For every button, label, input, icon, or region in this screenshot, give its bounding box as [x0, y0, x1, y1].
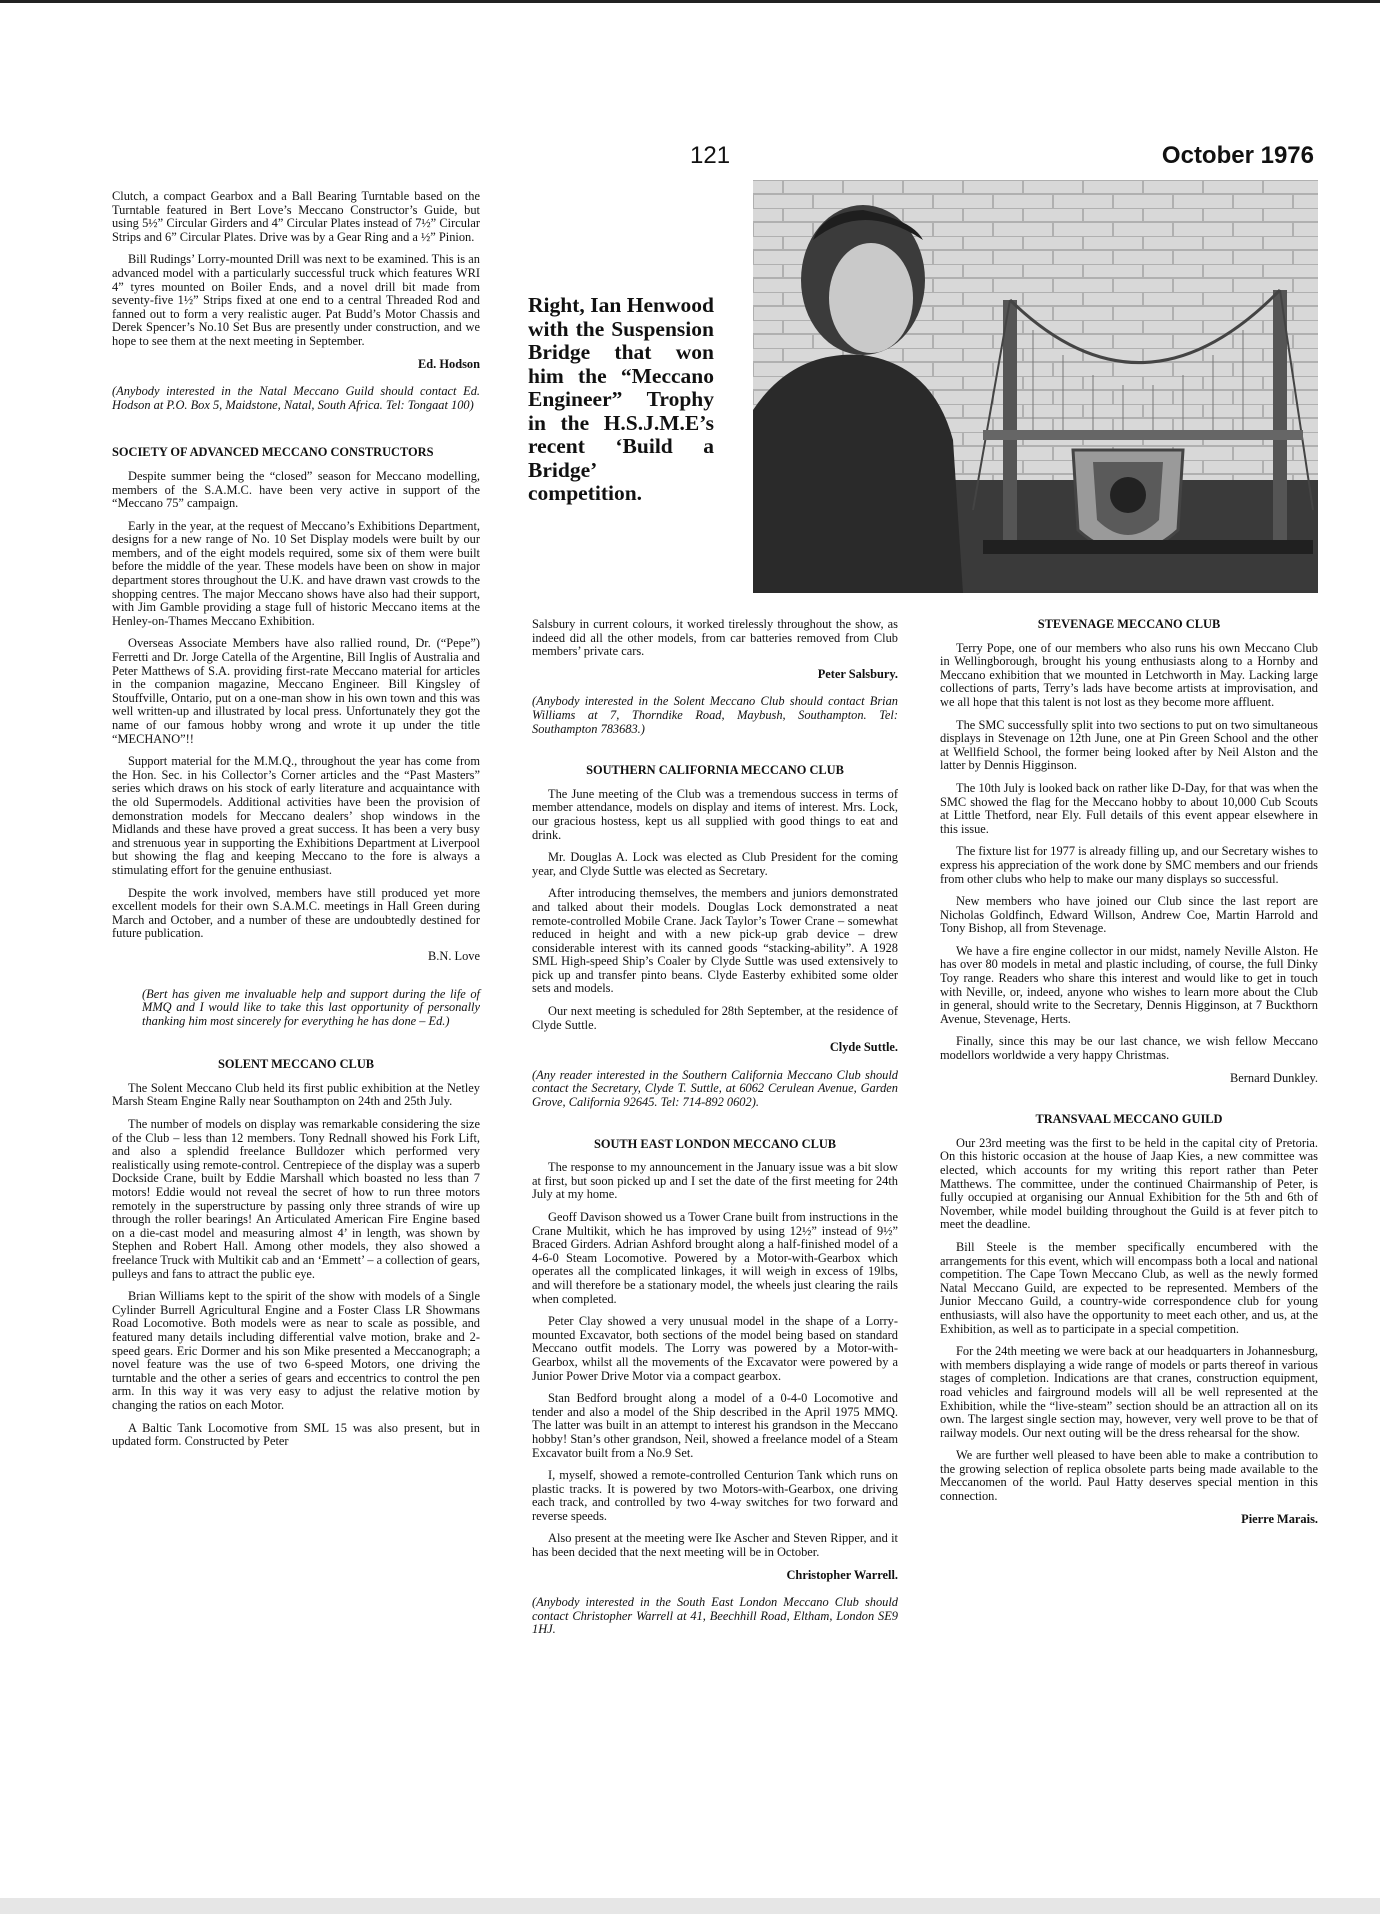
signature: Ed. Hodson	[418, 356, 480, 371]
section-heading: SOLENT MECCANO CLUB	[217, 1057, 375, 1072]
signature: Bernard Dunkley.	[1230, 1070, 1318, 1085]
top-rule	[0, 0, 1380, 3]
paragraph: A Baltic Tank Locomotive from SML 15 was also present, but in updated form. Constructed by Peter	[112, 1420, 480, 1449]
paragraph: The number of models on display was remarkable considering the size of the Club – less than 12 members. Tony Rednall showed his Fork Lift, and also a splendid freelance Bulldozer which performed very realistically using remote-control. Centrepiece of the display was a superb Dockside Crane, built by Eddie Marshall which boasted no less than 7 motors! Eddie would not reveal the secret of how to run three motors remotely in the superstructure by passing only three strands of wire up through the roller bearings! An Articulated American Fire Engine based on a die-cast model and measuring almost 4’ in length, was shown by Stephen and Robert Hall. Among other models, they also showed a freelance Truck with Multikit cab and an ‘Emmett’ – a collection of gears, pulleys and fans to attract the public eye.	[112, 1117, 480, 1281]
signature: Peter Salsbury.	[817, 666, 898, 681]
issue-date: October 1976	[1161, 142, 1314, 169]
paragraph: Support material for the M.M.Q., throughout the year has come from the Hon. Sec. in his Collector’s Corner articles and the “Past Masters” series which draws on his stock of early literature and acquaintance with the old Supermodels. Additional activities have been the provision of demonstration models for Meccano dealers’ shop windows in the Midlands and these have proved a great success. It has been a very busy and strenuous year in supporting the Exhibitions Department at Liverpool but showing the flag and keeping Meccano to the fore is always a stimulating effort for the genuine enthusiast.	[112, 754, 480, 877]
paragraph: Despite the work involved, members have still produced yet more excellent models for their own S.A.M.C. meetings in Hall Green during March and October, and a number of these are undoubtedly destined for future publication.	[112, 885, 480, 941]
paragraph: Mr. Douglas A. Lock was elected as Club President for the coming year, and Clyde Suttle was elected as Secretary.	[532, 850, 898, 878]
paragraph: Overseas Associate Members have also rallied round, Dr. (“Pepe”) Ferretti and Dr. Jorge Catella of the Argentine, Bill Inglis of Australia and Peter Matthews of S.A. providing first-rate Meccano material for articles in the companion magazine, Meccano Engineer. Bill Kingsley of Stouffville, Ontario, put on a one-man show in his own town and this was well written-up and illustrated by local press. Unfortunately they got the name of our famous hobby wrong and wrote it up under the title “MECHANO”!!	[112, 636, 480, 746]
paragraph: Clutch, a compact Gearbox and a Ball Bearing Turntable based on the Turntable featured in Bert Love’s Meccano Constructor’s Guide, but using 5½” Circular Girders and 4” Circular Plates instead of 7½” Circular Strips and 6” Circular Plates. Drive was by a Gear Ring and a ½” Pinion.	[112, 189, 480, 244]
signature: Pierre Marais.	[1241, 1511, 1318, 1526]
paragraph: Bill Steele is the member specifically encumbered with the arrangements for this event, which will encompass both a local and national competition. The Cape Town Meccano Club, as well as the newly formed Natal Meccano Guild, are expected to be represented. Members of the Junior Meccano Guild, a country-wide correspondence club for young enthusiasts, will also have the opportunity to meet each other, and us, at the Exhibition, as well as to participate in a special competition.	[940, 1239, 1318, 1336]
paragraph: Brian Williams kept to the spirit of the show with models of a Single Cylinder Burrell Agricultural Engine and a Foster Class LR Showmans Road Locomotive. Both models were as near to scale as possible, and featured many details including differential valve motion, brake and 2-speed gears. Eric Dormer and his son Mike presented a Meccanograph; a novel feature was the use of two 6-speed Motors, one driving the turntable and the other a series of gears and eccentrics to control the pen arm. In this way it was very easy to adjust the relative motion by changing the ratios on each Motor.	[112, 1289, 480, 1412]
signature: Christopher Warrell.	[786, 1567, 898, 1582]
paragraph: Finally, since this may be our last chance, we wish fellow Meccano modellors worldwide a very happy Christmas.	[940, 1034, 1318, 1063]
paragraph: Terry Pope, one of our members who also runs his own Meccano Club in Wellingborough, brought his young enthusiasts along to a Hornby and Meccano exhibition that we mounted in Letchworth in May. Lacking large collections of parts, Terry’s lads have become artists at improvisation, and we all hope that this talent is not lost as they become more affluent.	[940, 640, 1318, 709]
paragraph: Despite summer being the “closed” season for Meccano modelling, members of the S.A.M.C. have been very active in support of the “Meccano 75” campaign.	[112, 468, 480, 511]
editor-note: (Bert has given me invaluable help and support during the life of MMQ and I would like to take this last opportunity of personally thanking him most sincerely for everything he has done – Ed.)	[142, 986, 480, 1028]
paragraph: The June meeting of the Club was a tremendous success in terms of member attendance, models on display and items of interest. Mrs. Lock, our gracious hostess, kept us all supplied with good things to eat and drink.	[532, 786, 898, 842]
paragraph: Geoff Davison showed us a Tower Crane built from instructions in the Crane Multikit, which he has improved by using 12½” instead of 9½” Braced Girders. Adrian Ashford brought along a half-finished model of a 4-6-0 Steam Locomotive. Powered by a Motor-with-Gearbox which operates all the complicated linkages, it will weigh in excess of 19lbs, and will therefore be a stationary model, the wheels just clearing the rails when completed.	[532, 1210, 898, 1306]
photo-illustration	[753, 180, 1318, 593]
paragraph: Our next meeting is scheduled for 28th September, at the residence of Clyde Suttle.	[532, 1004, 898, 1032]
page-number: 121	[690, 142, 731, 169]
column-right	[940, 618, 1318, 1540]
column-left	[112, 190, 480, 1458]
section-heading: SOCIETY OF ADVANCED MECCANO CONSTRUCTORS	[112, 445, 434, 460]
photo-caption: Right, Ian Henwood with the Suspension Bridge that won him the “Meccano Engineer” Trophy in the H.S.J.M.E’s recent ‘Build a Bridge’ competition.	[528, 293, 714, 505]
paragraph: We are further well pleased to have been able to make a contribution to the growing selection of replica obsolete parts being made available to the Meccanomen of the world. Paul Hatty deserves special mention in this connection.	[940, 1448, 1318, 1504]
contact-note: (Anybody interested in the Solent Meccano Club should contact Brian Williams at 7, Thorndike Road, Maybush, Southampton. Tel: Southampton 783683.)	[532, 694, 898, 736]
contact-note: (Anybody interested in the South East London Meccano Club should contact Christopher Warrell at 41, Beechhill Road, Eltham, London SE9 1HJ.	[532, 1595, 898, 1637]
paragraph: Bill Rudings’ Lorry-mounted Drill was next to be examined. This is an advanced model with a particularly successful truck which features WRI 4” tyres mounted on Boiler Ends, and a novel drill bit made from seventy-five 1½” Strips fixed at one end to a central Threaded Rod and fanned out to form a very realistic auger. Pat Budd’s Motor Chassis and Derek Spencer’s No.10 Set Bus are presently under construction, and we hope to see them at the next meeting in September.	[112, 252, 480, 348]
paragraph: The fixture list for 1977 is already filling up, and our Secretary wishes to express his appreciation of the work done by SMC members and our friends from other clubs who help to make our many displays so successful.	[940, 844, 1318, 886]
photo-bridge-model	[753, 180, 1318, 593]
section-heading: SOUTH EAST LONDON MECCANO CLUB	[593, 1136, 837, 1151]
paragraph: The 10th July is looked back on rather like D-Day, for that was when the SMC showed the flag for the Meccano hobby to about 10,000 Cub Scouts at Little Thetford, near Ely. Full details of this event appear elsewhere in this issue.	[940, 780, 1318, 836]
paragraph: After introducing themselves, the members and juniors demonstrated and talked about their models. Douglas Lock demonstrated a neat remote-controlled Mobile Crane. Jack Taylor’s Tower Crane – somewhat reduced in height and with a new pick-up grab device – drew considerable interest with its canned goods “stacking-ability”. A 1928 SML High-speed Ship’s Coaler by Clyde Suttle was used extensively to pick up and transfer pinto beans. Clyde Easterby exhibited some older sets and models.	[532, 886, 898, 996]
section-heading: SOUTHERN CALIFORNIA MECCANO CLUB	[586, 763, 844, 778]
paragraph: I, myself, showed a remote-controlled Centurion Tank which runs on plastic tracks. It is powered by two Motors-with-Gearbox, one driving each track, and controlled by two 4-way switches for two forward and reverse speeds.	[532, 1468, 898, 1523]
paragraph: New members who have joined our Club since the last report are Nicholas Goldfinch, Edward Willson, Andrew Coe, Martin Harrold and Tony Bishop, all from Stevenage.	[940, 894, 1318, 936]
paragraph: The response to my announcement in the January issue was a bit slow at first, but soon picked up and I set the date of the first meeting for 24th July at my home.	[532, 1160, 898, 1202]
section-heading: TRANSVAAL MECCANO GUILD	[1035, 1112, 1223, 1127]
column-middle	[532, 618, 898, 1646]
signature: B.N. Love	[428, 948, 480, 963]
paragraph: The Solent Meccano Club held its first public exhibition at the Netley Marsh Steam Engine Rally near Southampton on 24th and 25th July.	[112, 1080, 480, 1109]
contact-note: (Any reader interested in the Southern California Meccano Club should contact the Secretary, Clyde T. Suttle, at 6062 Cerulean Avenue, Garden Grove, California 92645. Tel: 714-892 0602).	[532, 1067, 898, 1110]
paragraph: Salsbury in current colours, it worked tirelessly throughout the show, as indeed did all the other models, from car batteries removed from Club members’ private cars.	[532, 617, 898, 659]
signature: Clyde Suttle.	[829, 1040, 898, 1055]
paragraph: Also present at the meeting were Ike Ascher and Steven Ripper, and it has been decided that the next meeting will be in October.	[532, 1531, 898, 1560]
contact-note: (Anybody interested in the Natal Meccano Guild should contact Ed. Hodson at P.O. Box 5, Maidstone, Natal, South Africa. Tel: Tongaat 100)	[112, 384, 480, 412]
section-heading: STEVENAGE MECCANO CLUB	[1037, 617, 1221, 631]
paragraph: For the 24th meeting we were back at our headquarters in Johannesburg, with members displaying a wide range of models or parts thereof in various stages of completion. Indications are that cranes, construction equipment, road vehicles and fairground models will all be well represented at the Exhibition, while the “live-steam” section should be an attraction all on its own. The largest single section may, however, very well prove to be that of railway models. Our next outing will be the dress rehearsal for the show.	[940, 1344, 1318, 1440]
scan-edge	[0, 1898, 1380, 1914]
paragraph: The SMC successfully split into two sections to put on two simultaneous displays in Stevenage on 12th June, one at Pin Green School and the other at Wellfield School, the former being looked after by Neil Alston and the latter by Dennis Higginson.	[940, 717, 1318, 773]
paragraph: Early in the year, at the request of Meccano’s Exhibitions Department, designs for a new range of No. 10 Set Display models were built by our members, and of the eight models required, some six of them were built before the middle of the year. These models have been on show in major department stores throughout the U.K. and have drawn vast crowds to the shopping centres. The major Meccano shows have also had their support, with Jim Gamble providing a stage full of historic Meccano items at the Henley-on-Thames Meccano Exhibition.	[112, 518, 480, 628]
paragraph: Stan Bedford brought along a model of a 0-4-0 Locomotive and tender and also a model of the Ship described in the April 1975 MMQ. The latter was built in an attempt to interest his grandson in the Meccano hobby! Stan’s other grandson, Neil, showed a freelance model of a Steam Excavator built from a No.9 Set.	[532, 1391, 898, 1460]
paragraph: We have a fire engine collector in our midst, namely Neville Alston. He has over 80 models in metal and plastic including, of course, the full Dinky Toy range. Readers who share this interest and would like to get in touch with Neville, or, indeed, anyone who wishes to learn more about the Club in general, should write to the Secretary, Dennis Higginson, at 7 Buckthorn Avenue, Stevenage, Herts.	[940, 943, 1318, 1026]
paragraph: Peter Clay showed a very unusual model in the shape of a Lorry-mounted Excavator, both sections of the model being based on standard Meccano outfit models. The Lorry was powered by a Motor-with-Gearbox, whilst all the movements of the Excavator were powered by a Junior Power Drive Motor via a compact gearbox.	[532, 1314, 898, 1383]
paragraph: Our 23rd meeting was the first to be held in the capital city of Pretoria. On this historic occasion at the house of Jaap Kies, a new committee was elected, which accounts for my writing this report rather than Peter Matthews. The committee, under the continued Chairmanship of Peter, is fully occupied at organising our Annual Exhibition for the 5th and 6th of November, while model building throughout the Guild is at fever pitch to meet the deadline.	[940, 1135, 1318, 1232]
